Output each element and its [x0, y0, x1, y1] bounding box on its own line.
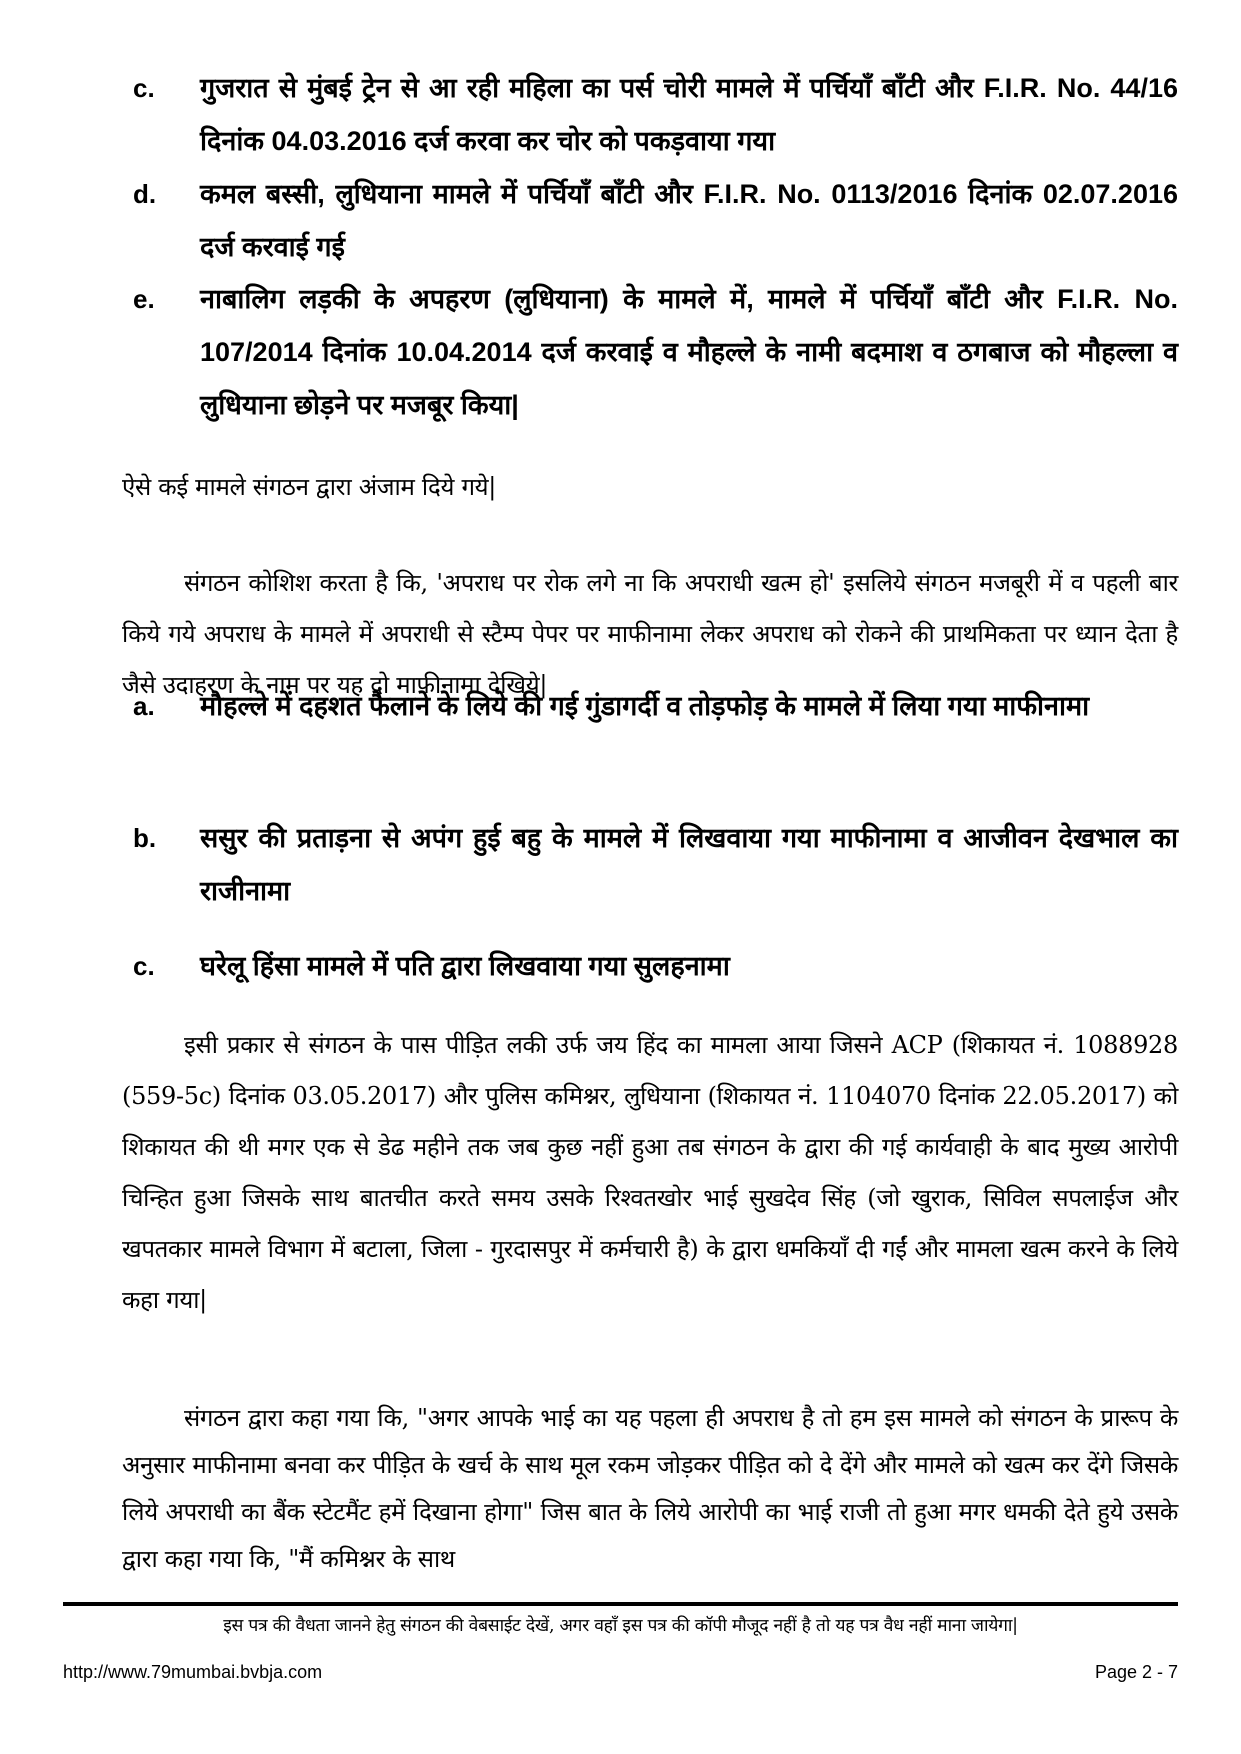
- paragraph-organization-response: संगठन द्वारा कहा गया कि, "अगर आपके भाई का यह पहला ही अपराध है तो हम इस मामले को संगठन के प्रारूप के अनुसार माफीनामा बनवा कर पीड़ित के खर्च के साथ मूल रकम जोड़कर पीड़ित को दे देंगे और मामले को खत्म कर देंगे जिसके लिये अपराधी का बैंक स्टेटमैंट हमें दिखाना होगा" जिस बात के लिये आरोपी का भाई राजी तो हुआ मगर धमकी देते हुये उसके द्वारा कहा गया कि, "मैं कमिश्नर के साथ: [122, 1404, 1178, 1573]
- footer-divider: [63, 1602, 1178, 1606]
- footer-website-link[interactable]: http://www.79mumbai.bvbja.com: [63, 1662, 323, 1682]
- list-text: घरेलू हिंसा मामले में पति द्वारा लिखवाया गया सुलहनामा: [200, 951, 730, 981]
- paragraph-organization-effort: संगठन कोशिश करता है कि, 'अपराध पर रोक लगे ना कि अपराधी खत्म हो' इसलिये संगठन मजबूरी में व पहली बार किये गये अपराध के मामले में अपराधी से स्टैम्प पेपर पर माफीनामा लेकर अपराध को रोकने की प्राथमिकता पर ध्यान देता है जैसे उदाहरण के नाम पर यह दो माफीनामा देखिये|: [122, 569, 1178, 699]
- list-text: मौहल्ले में दहशत फैलाने के लिये की गई गुंडागर्दी व तोड़फोड़ के मामले में लिया गया माफीनामा: [200, 691, 1090, 721]
- list-text: कमल बस्सी, लुधियाना मामले में पर्चियाँ बाँटी और F.I.R. No. 0113/2016 दिनांक 02.07.2016 दर्ज करवाई गई: [200, 179, 1178, 262]
- list-label: d.: [133, 179, 157, 209]
- list-label: c.: [133, 73, 155, 103]
- list-item-c-domestic-violence: [133, 940, 1178, 993]
- list-text: ससुर की प्रताड़ना से अपंग हुई बहु के मामले में लिखवाया गया माफीनामा व आजीवन देखभाल का राजीनामा: [200, 823, 1178, 906]
- list-item-d-kamal-bassi: [133, 168, 1178, 274]
- list-label: a.: [133, 691, 155, 721]
- list-item-e-kidnapping: [133, 273, 1178, 432]
- paragraph-many-cases: ऐसे कई मामले संगठन द्वारा अंजाम दिये गये|: [122, 473, 497, 501]
- list-item-a-apology-vandalism: [133, 680, 1178, 733]
- paragraph-lucky-case: इसी प्रकार से संगठन के पास पीड़ित लकी उर्फ जय हिंद का मामला आया जिसने ACP (शिकायत नं. 1088928 (559-5c) दिनांक 03.05.2017) और पुलिस कमिश्नर, लुधियाना (शिकायत नं. 1104070 दिनांक 22.05.2017) को शिकायत की थी मगर एक से डेढ महीने तक जब कुछ नहीं हुआ तब संगठन के द्वारा की गई कार्यवाही के बाद मुख्य आरोपी चिन्हित हुआ जिसके साथ बातचीत करते समय उसके रिश्वतखोर भाई सुखदेव सिंह (जो खुराक, सिविल सपलाईज और खपतकार मामले विभाग में बटाला, जिला - गुरदासपुर में कर्मचारी है) के द्वारा धमकियाँ दी गईं और मामला खत्म करने के लिये कहा गया|: [122, 1031, 1178, 1314]
- list-item-c-purse-theft: [133, 62, 1178, 168]
- list-text: गुजरात से मुंबई ट्रेन से आ रही महिला का पर्स चोरी मामले में पर्चियाँ बाँटी और F.I.R. No. 44/16 दिनांक 04.03.2016 दर्ज करवा कर चोर को पकड़वाया गया: [200, 73, 1178, 156]
- list-label: b.: [133, 823, 157, 853]
- list-label: e.: [133, 284, 155, 314]
- list-text: नाबालिग लड़की के अपहरण (लुधियाना) के मामले में, मामले में पर्चियाँ बाँटी और F.I.R. No. 107/2014 दिनांक 10.04.2014 दर्ज करवाई व मौहल्ले के नामी बदमाश व ठगबाज को मौहल्ला व लुधियाना छोड़ने पर मजबूर किया|: [200, 284, 1178, 420]
- page-number: Page 2 - 7: [1094, 1662, 1178, 1682]
- list-item-b-apology-daughter-in-law: [133, 812, 1178, 918]
- footer-validity-note: इस पत्र की वैधता जानने हेतु संगठन की वेबसाईट देखें, अगर वहाँ इस पत्र की कॉपी मौजूद नहीं है तो यह पत्र वैध नहीं माना जायेगा|: [223, 1616, 1018, 1636]
- list-label: c.: [133, 951, 155, 981]
